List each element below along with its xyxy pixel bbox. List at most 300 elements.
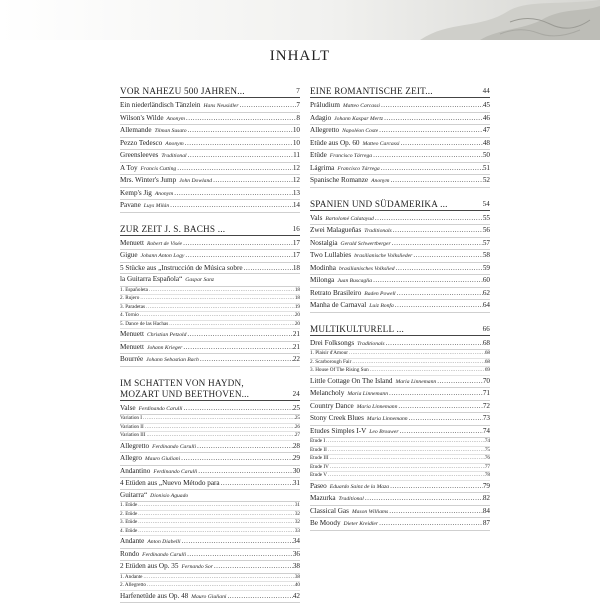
entry-title: Allegro <box>120 454 142 462</box>
dot-leader <box>390 481 483 492</box>
entry-page: 48 <box>482 138 490 147</box>
entry-title: Little Cottage On The Island <box>310 376 393 385</box>
entry-page: 21 <box>292 342 300 351</box>
entry-page: 11 <box>293 151 300 159</box>
dot-leader <box>330 455 485 463</box>
entry-title: 4 Etüden aus „Nuevo Método para <box>120 479 220 487</box>
section-heading <box>120 378 300 389</box>
entry-title: Etüde <box>310 151 327 159</box>
entry-page: 47 <box>482 126 490 134</box>
dot-leader <box>373 275 483 286</box>
entry-page: 18 <box>292 263 300 272</box>
section-page: 44 <box>482 87 490 95</box>
entry-page: 72 <box>482 401 490 410</box>
entry-composer: Johann Anton Logy <box>140 253 185 259</box>
toc-entry <box>120 304 300 313</box>
dot-leader <box>221 478 293 489</box>
entry-page: 74 <box>482 426 490 435</box>
entry-page: 12 <box>292 176 300 184</box>
entry-title: 4. Etüde <box>120 527 138 534</box>
entry-composer: Christian Petzold <box>146 332 187 338</box>
entry-page: 22 <box>292 355 300 363</box>
dot-leader <box>244 263 293 274</box>
toc-entry <box>310 413 490 426</box>
entry-title: la Guitarra Española“ <box>120 275 183 283</box>
entry-title: 2. Scarborough Fair <box>310 358 352 365</box>
entry-title: Menuett <box>120 342 144 351</box>
toc-entry <box>120 528 300 537</box>
dot-leader <box>183 238 293 249</box>
dot-leader <box>400 426 483 437</box>
entry-page: 33 <box>294 527 300 534</box>
toc-entry <box>310 288 490 301</box>
entry-page: 78 <box>484 472 490 478</box>
dot-leader <box>188 125 293 136</box>
entry-page: 14 <box>292 201 300 209</box>
entry-composer: Napoléon Coste <box>342 128 379 134</box>
dot-leader <box>183 403 292 414</box>
entry-composer: brasilianische Volkslieder <box>354 253 413 259</box>
section-page: 16 <box>292 224 300 233</box>
section-title: SPANIEN UND SÜDAMERIKA ... <box>310 198 448 209</box>
entry-title: Drei Folksongs <box>310 338 355 347</box>
section-title: VOR NAHEZU 500 JAHREN... <box>120 86 245 96</box>
entry-composer: brasilianisches Volkslied <box>338 265 395 272</box>
dot-leader <box>197 441 293 452</box>
entry-composer: Tilman Susato <box>154 128 187 134</box>
toc-entry <box>120 582 300 591</box>
dot-leader <box>328 472 485 480</box>
dot-leader <box>396 263 483 274</box>
entry-page: 32 <box>294 519 300 525</box>
entry-composer: Traditional <box>161 153 187 159</box>
entry-page: 46 <box>482 113 490 122</box>
entry-page: 75 <box>484 446 490 453</box>
entry-page: 73 <box>482 414 490 422</box>
toc-entry <box>310 100 490 113</box>
dot-leader <box>227 591 292 602</box>
dot-leader <box>170 200 293 211</box>
entry-title: Allegretto <box>120 441 150 450</box>
entry-title: Vals <box>310 213 323 222</box>
entry-title: Manha de Carnaval <box>310 301 367 309</box>
entry-title: Menuett <box>120 238 144 247</box>
entry-title: Variation I <box>120 415 143 421</box>
entry-title: Pavane <box>120 201 141 209</box>
dot-leader <box>375 213 483 224</box>
toc-entry <box>120 250 300 263</box>
entry-page: 30 <box>292 466 300 475</box>
entry-page: 13 <box>292 188 300 197</box>
entry-composer: Dieter Kreidler <box>343 521 379 527</box>
dot-leader <box>398 401 482 412</box>
toc-section <box>120 224 300 367</box>
dot-leader <box>393 225 483 236</box>
toc-entry <box>310 447 490 456</box>
toc-entry <box>120 113 300 126</box>
dot-leader <box>185 138 293 149</box>
toc-entry <box>120 466 300 479</box>
entry-title: Mazurka <box>310 494 336 502</box>
dot-leader <box>365 493 483 504</box>
section-heading <box>310 324 490 336</box>
dot-leader <box>384 113 483 124</box>
entry-composer: Robert de Visée <box>146 240 183 247</box>
toc-entry <box>120 424 300 433</box>
entry-title: Andante <box>120 537 145 545</box>
entry-page: 18 <box>294 295 300 301</box>
entry-page: 12 <box>292 163 300 172</box>
toc-entry <box>120 536 300 549</box>
entry-title: Bourrée <box>120 355 144 363</box>
toc-entry <box>120 354 300 367</box>
entry-page: 68 <box>482 338 490 347</box>
entry-title: Präludium <box>310 101 340 109</box>
dot-leader <box>183 342 292 353</box>
entry-page: 45 <box>482 101 490 109</box>
section-title: ZUR ZEIT J. S. BACHS ... <box>120 223 226 234</box>
entry-composer: Luys Milán <box>143 203 170 209</box>
section-page: 24 <box>292 389 300 398</box>
entry-page: 28 <box>292 441 300 450</box>
entry-title: Mrs. Winter's Jump <box>120 176 177 184</box>
entry-page: 62 <box>482 288 490 297</box>
toc-entry <box>310 350 490 359</box>
entry-composer: Hans Neusidler <box>203 103 239 109</box>
toc-entry <box>120 561 300 574</box>
toc-entry <box>120 329 300 342</box>
toc-entry <box>310 388 490 401</box>
entry-composer: Gerald Schwertberger <box>340 240 391 247</box>
entry-composer: Anonym <box>166 115 185 122</box>
toc-section <box>120 378 300 604</box>
toc-entry <box>120 200 300 213</box>
entry-title: Etude III <box>310 455 329 461</box>
section-title: EINE ROMANTISCHE ZEIT... <box>310 86 433 96</box>
entry-title: Greensleeves <box>120 151 159 159</box>
entry-composer: Mason Williams <box>351 508 389 515</box>
entry-title: Valse <box>120 403 136 412</box>
toc-entry <box>310 300 490 313</box>
entry-title: 1. Andante <box>120 573 143 580</box>
toc-entry <box>310 150 490 163</box>
toc-entry <box>310 263 490 276</box>
entry-title: 2. Rujero <box>120 295 140 301</box>
entry-title: Pezzo Tedesco <box>120 138 163 147</box>
dot-leader <box>138 502 295 510</box>
entry-page: 25 <box>294 415 300 421</box>
entry-page: 19 <box>294 303 300 310</box>
toc-entry <box>120 274 300 287</box>
dot-leader <box>381 163 483 174</box>
entry-title: Two Lullabies <box>310 251 352 259</box>
entry-page: 10 <box>292 126 300 134</box>
entry-composer: Anonym <box>154 190 174 197</box>
dot-leader <box>330 464 485 472</box>
dot-leader <box>392 238 483 249</box>
entry-page: 64 <box>482 301 490 309</box>
toc-entry <box>120 549 300 562</box>
entry-composer: John Dowland <box>179 178 213 184</box>
dot-leader <box>437 376 483 387</box>
entry-page: 38 <box>294 573 300 580</box>
dot-leader <box>326 438 485 446</box>
toc-right-column <box>310 86 490 542</box>
toc-entry <box>310 472 490 481</box>
entry-title: Allemande <box>120 126 152 134</box>
entry-title: 2. Etüde <box>120 510 138 517</box>
toc-entry <box>120 574 300 583</box>
dot-leader <box>138 528 295 536</box>
toc-entry <box>120 321 300 330</box>
entry-title: Etude II <box>310 446 327 453</box>
dot-leader <box>373 150 483 161</box>
entry-page: 7 <box>296 101 300 109</box>
dot-leader <box>143 415 295 423</box>
entry-title: Ein niederländisch Tänzlein <box>120 101 201 109</box>
entry-composer: Anton Diabelli <box>147 539 181 545</box>
entry-title: Spanische Romanze <box>310 176 369 184</box>
entry-composer: Johann Kaspar Mertz <box>334 115 384 122</box>
entry-composer: Gaspar Sanz <box>185 277 215 283</box>
toc-entry <box>310 359 490 368</box>
entry-title: Etude IV <box>310 463 329 470</box>
toc-entry <box>310 113 490 126</box>
entry-title: Country Dance <box>310 401 354 410</box>
entry-title: Etude V <box>310 472 328 478</box>
entry-title: Lágrima <box>310 163 335 172</box>
section-heading <box>120 224 300 236</box>
entry-title: A Toy <box>120 163 138 172</box>
section-heading <box>310 86 490 98</box>
entry-composer: Anonym <box>371 178 390 184</box>
entry-composer: Eduardo Sainz de la Maza <box>329 483 390 490</box>
toc-entry <box>120 312 300 321</box>
toc-section <box>120 86 300 213</box>
entry-composer: Matteo Carcassi <box>362 140 400 147</box>
entry-title: 5. Dance de las Hachas <box>120 320 169 327</box>
dot-leader <box>138 511 295 519</box>
dot-leader <box>214 561 293 572</box>
entry-title: 4. Tornio <box>120 312 139 318</box>
entry-title: Melancholy <box>310 389 345 397</box>
entry-title: 1. Etüde <box>120 502 138 508</box>
page-title: INHALT <box>269 48 331 64</box>
entry-composer: Baden Powell <box>364 290 396 297</box>
toc-section <box>310 324 490 531</box>
entry-title: Variation III <box>120 432 146 438</box>
entry-title: Paseo <box>310 481 327 490</box>
dot-leader <box>147 432 295 440</box>
toc-entry <box>120 150 300 163</box>
entry-page: 68 <box>484 358 490 365</box>
toc-entry <box>310 493 490 506</box>
entry-page: 74 <box>484 438 490 444</box>
entry-page: 84 <box>482 506 490 515</box>
toc-entry <box>310 213 490 226</box>
section-title: MOZART UND BEETHOVEN... <box>120 388 250 399</box>
toc-entry <box>310 426 490 439</box>
entry-composer: Ferdinando Carulli <box>138 405 183 412</box>
entry-title: Gigue <box>120 251 138 259</box>
entry-title: Zwei Malagueñas <box>310 226 362 234</box>
dot-leader <box>187 329 292 340</box>
entry-title: 3. Paradetas <box>120 303 146 310</box>
entry-composer: Francisco Tárrega <box>337 165 380 172</box>
dot-leader <box>240 100 297 111</box>
entry-title: Menuett <box>120 330 144 338</box>
section-heading <box>120 389 300 401</box>
dot-leader <box>379 518 483 529</box>
toc-entry <box>310 455 490 464</box>
toc-entry <box>120 100 300 113</box>
entry-page: 51 <box>482 163 490 172</box>
entry-page: 20 <box>294 320 300 327</box>
toc-entry <box>310 401 490 414</box>
entry-title: Nostalgia <box>310 238 338 247</box>
entry-composer: Anonym <box>165 140 184 147</box>
entry-page: 17 <box>292 251 300 259</box>
entry-page: 26 <box>294 423 300 430</box>
toc-entry <box>310 338 490 351</box>
entry-page: 40 <box>294 582 300 588</box>
dot-leader <box>186 113 297 124</box>
entry-page: 31 <box>292 479 300 487</box>
dot-leader <box>395 300 483 311</box>
entry-page: 36 <box>292 549 300 558</box>
entry-composer: Traditionals <box>364 228 392 234</box>
entry-page: 87 <box>482 519 490 527</box>
dot-leader <box>401 138 483 149</box>
entry-title: 3. Etüde <box>120 519 138 525</box>
dot-leader <box>147 582 295 590</box>
section-heading <box>310 199 490 211</box>
dot-leader <box>140 295 295 303</box>
dot-leader <box>185 250 292 261</box>
entry-title: Variation II <box>120 423 144 430</box>
toc-entry <box>120 188 300 201</box>
dot-leader <box>200 354 293 365</box>
dot-leader <box>187 549 293 560</box>
toc-left-column <box>120 86 300 614</box>
entry-composer: Johann Sebastian Bach <box>146 357 199 363</box>
dot-leader <box>352 359 484 367</box>
entry-composer: Ferdinando Carulli <box>142 551 187 558</box>
toc-section <box>310 86 490 188</box>
dot-leader <box>198 466 293 477</box>
section-title: MULTIKULTURELL ... <box>310 323 404 334</box>
entry-title: Andantino <box>120 466 151 475</box>
toc-entry <box>310 438 490 447</box>
toc-entry <box>310 481 490 494</box>
toc-entry <box>120 403 300 416</box>
toc-entry <box>120 432 300 441</box>
entry-title: Be Moody <box>310 519 341 527</box>
dot-leader <box>188 150 293 161</box>
dot-leader <box>213 175 293 186</box>
entry-title: Harfenetüde aus Op. 48 <box>120 591 189 600</box>
entry-title: Adagio <box>310 113 332 122</box>
entry-title: Rondo <box>120 549 140 558</box>
entry-composer: Mauro Giuliani <box>191 593 227 600</box>
entry-composer: Juan Buscaglia <box>337 278 373 284</box>
dot-leader <box>413 250 482 261</box>
entry-title: 2. Allegretto <box>120 582 146 588</box>
entry-page: 52 <box>482 176 490 184</box>
entry-composer: Maria Linnemann <box>366 416 408 422</box>
entry-title: Milonga <box>310 276 335 284</box>
entry-composer: Matteo Carcassi <box>342 103 380 109</box>
entry-title: Wilson's Wilde <box>120 113 164 122</box>
toc-entry <box>120 415 300 424</box>
toc-entry <box>310 518 490 531</box>
entry-title: Kemp's Jig <box>120 188 152 197</box>
toc-entry <box>310 250 490 263</box>
dot-leader <box>381 100 483 111</box>
entry-title: 2 Etüden aus Op. 35 <box>120 562 179 570</box>
toc-entry <box>310 163 490 176</box>
entry-composer: Dionisio Aguado <box>150 492 189 499</box>
toc-entry <box>120 453 300 466</box>
entry-page: 70 <box>482 376 490 385</box>
entry-composer: Maria Linnemann <box>395 378 437 385</box>
entry-page: 50 <box>482 151 490 159</box>
section-page: 54 <box>482 199 490 208</box>
entry-title: 1. Plaisir d'Amour <box>310 350 348 356</box>
entry-composer: Mauro Giuliani <box>144 456 181 462</box>
entry-page: 21 <box>292 330 300 338</box>
toc-entry <box>120 295 300 304</box>
entry-title: Retrato Brasileiro <box>310 288 362 297</box>
toc-entry <box>310 175 490 188</box>
toc-entry <box>120 125 300 138</box>
dot-leader <box>182 536 293 547</box>
header-illustration <box>360 0 600 40</box>
entry-composer: Maria Linnemann <box>356 403 398 410</box>
entry-page: 31 <box>294 502 300 508</box>
entry-composer: Leo Brouwer <box>369 428 399 435</box>
toc-entry <box>120 287 300 296</box>
toc-entry <box>310 275 490 288</box>
entry-composer: Traditional <box>338 496 364 502</box>
entry-title: 1. Españoleta <box>120 286 148 293</box>
dot-leader <box>146 304 295 312</box>
entry-title: Etude I <box>310 438 326 444</box>
dot-leader <box>386 338 483 349</box>
entry-page: 27 <box>294 432 300 438</box>
entry-page: 20 <box>294 312 300 318</box>
toc-entry <box>120 263 300 275</box>
entry-title: Stony Creek Blues <box>310 414 364 422</box>
entry-page: 17 <box>292 238 300 247</box>
dot-leader <box>169 321 295 329</box>
entry-title: Guitarra“ <box>120 490 148 499</box>
entry-page: 32 <box>294 510 300 517</box>
entry-composer: Maria Linnemann <box>347 391 389 397</box>
toc-entry <box>310 367 490 376</box>
entry-page: 77 <box>484 463 490 470</box>
dot-leader <box>181 453 293 464</box>
dot-leader <box>370 367 485 375</box>
entry-page: 56 <box>482 226 490 234</box>
toc-entry <box>120 441 300 454</box>
toc-entry <box>310 376 490 389</box>
dot-leader <box>174 188 293 199</box>
dot-leader <box>397 288 483 299</box>
entry-page: 60 <box>482 276 490 284</box>
toc-entry <box>310 506 490 519</box>
toc-entry <box>120 342 300 355</box>
